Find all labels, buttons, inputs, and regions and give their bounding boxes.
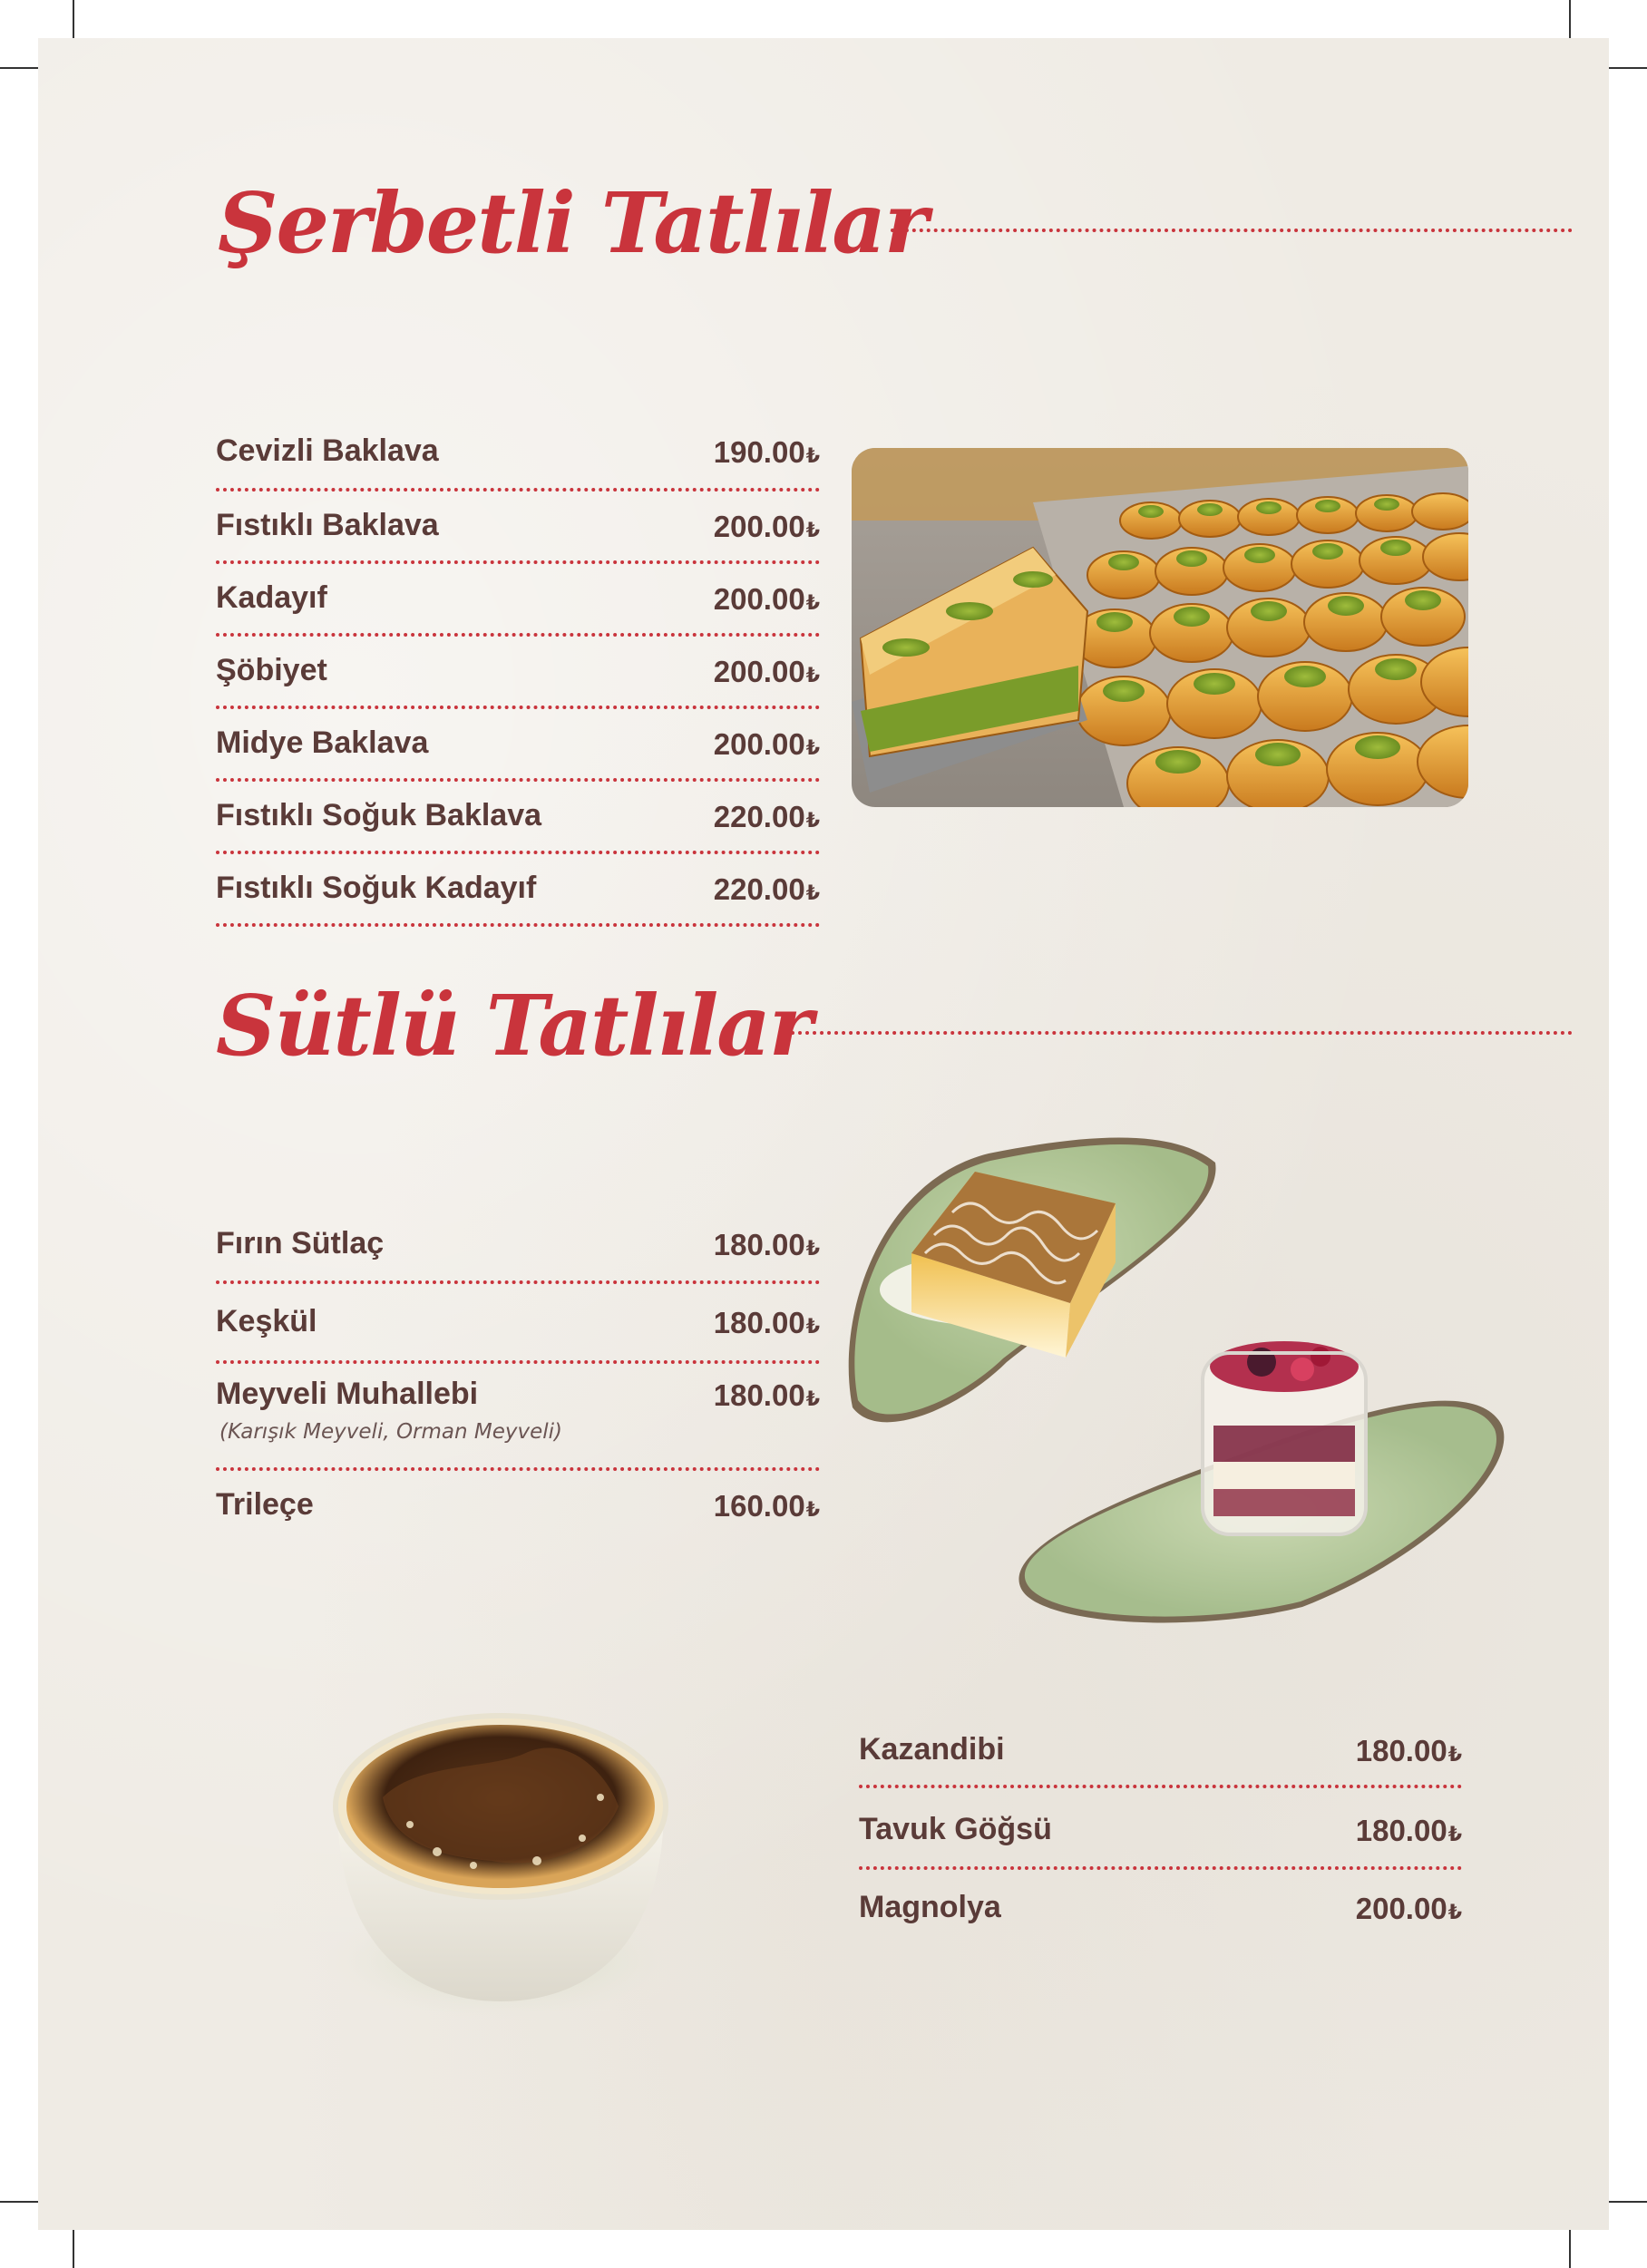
item-price: 220.00₺ <box>713 872 820 906</box>
item-name: Tavuk Göğsü <box>859 1812 1052 1846</box>
menu-item <box>859 1788 1462 1870</box>
crop-mark <box>1569 0 1571 38</box>
menu-item <box>216 1284 820 1364</box>
crop-mark <box>73 2230 74 2268</box>
crop-mark <box>73 0 74 38</box>
menu-item <box>216 419 820 492</box>
item-name: Fırın Sütlaç <box>216 1226 385 1261</box>
item-price: 200.00₺ <box>713 582 820 616</box>
crop-mark <box>0 67 38 69</box>
item-price: 180.00₺ <box>713 1306 820 1339</box>
item-price: 200.00₺ <box>713 510 820 543</box>
item-price: 200.00₺ <box>713 727 820 761</box>
crop-mark <box>1609 67 1647 69</box>
fruit-pudding-jar-photo <box>1003 1317 1520 1634</box>
item-name: Midye Baklava <box>216 725 429 760</box>
crop-mark <box>0 2201 38 2203</box>
item-name: Fıstıklı Baklava <box>216 508 439 542</box>
menu-item <box>216 637 820 709</box>
item-price: 200.00₺ <box>1355 1892 1462 1925</box>
item-name: Şöbiyet <box>216 653 327 687</box>
menu-item <box>216 492 820 564</box>
item-price: 190.00₺ <box>713 435 820 469</box>
sutlu-menu-list-2 <box>859 1723 1462 1933</box>
item-price: 180.00₺ <box>1355 1734 1462 1767</box>
baklava-tray-photo <box>852 448 1468 807</box>
item-name: Trileçe <box>216 1487 314 1522</box>
menu-item <box>216 782 820 854</box>
item-note: (Karışık Meyveli, Orman Meyveli) <box>219 1420 563 1444</box>
section-title-sutlu: Sütlü Tatlılar <box>216 977 812 1075</box>
kazandibi-bowl-photo <box>310 1670 691 2033</box>
menu-item <box>216 1471 820 1536</box>
item-price: 200.00₺ <box>713 655 820 688</box>
crop-mark <box>1609 2201 1647 2203</box>
item-price: 180.00₺ <box>713 1378 820 1412</box>
menu-item <box>216 854 820 927</box>
item-name: Fıstıklı Soğuk Baklava <box>216 798 542 832</box>
item-price: 180.00₺ <box>1355 1814 1462 1847</box>
menu-item <box>216 1219 820 1284</box>
serbetli-menu-list <box>216 419 820 927</box>
item-name: Cevizli Baklava <box>216 433 439 468</box>
section-title-serbetli: Şerbetli Tatlılar <box>218 174 927 272</box>
item-name: Kadayıf <box>216 580 327 615</box>
menu-item <box>216 564 820 637</box>
menu-item <box>216 709 820 782</box>
title-divider <box>791 1031 1573 1035</box>
item-price: 220.00₺ <box>713 800 820 833</box>
crop-mark <box>1569 2230 1571 2268</box>
menu-item <box>859 1870 1462 1933</box>
item-name: Keşkül <box>216 1304 317 1338</box>
item-name: Meyveli Muhallebi <box>216 1377 479 1411</box>
item-name: Fıstıklı Soğuk Kadayıf <box>216 871 537 905</box>
menu-item <box>216 1364 820 1471</box>
item-price: 160.00₺ <box>713 1489 820 1523</box>
sutlu-menu-list <box>216 1219 820 1536</box>
item-name: Kazandibi <box>859 1732 1005 1767</box>
item-price: 180.00₺ <box>713 1228 820 1261</box>
menu-page <box>38 38 1609 2230</box>
title-divider <box>891 229 1573 232</box>
menu-item <box>859 1723 1462 1788</box>
item-name: Magnolya <box>859 1890 1001 1924</box>
